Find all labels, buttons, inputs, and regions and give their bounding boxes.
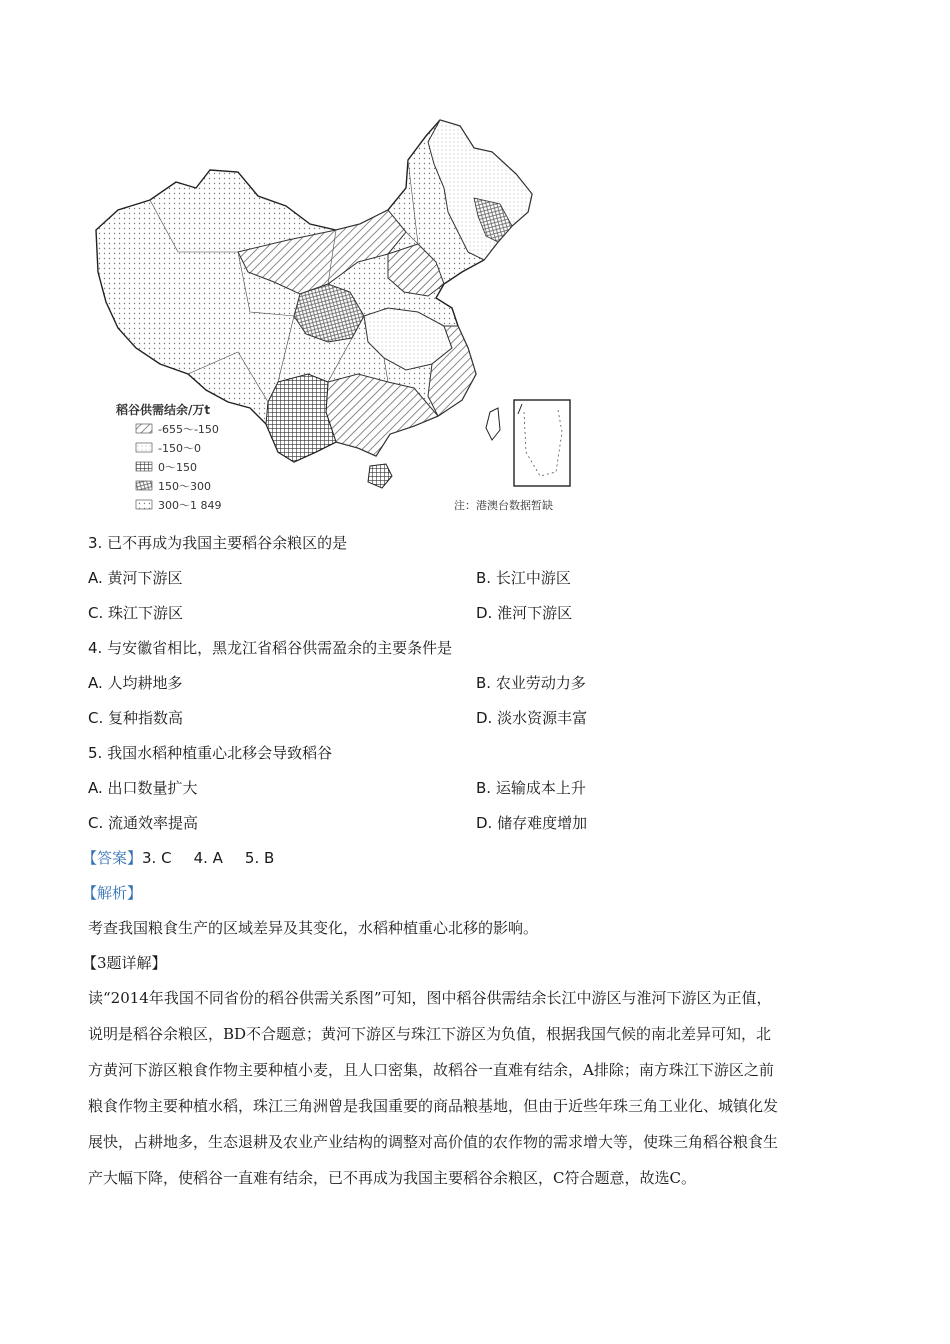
detail3-tag: 【3题详解】 <box>82 954 167 972</box>
option-d: D. 淡水资源丰富 <box>476 709 588 727</box>
option-c: C. 流通效率提高 <box>88 814 199 832</box>
legend-item: -150～0 <box>158 442 201 455</box>
question-number: 5. <box>88 744 103 762</box>
region-yunnan <box>266 374 336 462</box>
option-a: A. 人均耕地多 <box>88 674 183 692</box>
legend-item: 0～150 <box>158 461 197 474</box>
region-taiwan <box>486 408 500 440</box>
option-c: C. 复种指数高 <box>88 709 184 727</box>
question-text: 与安徽省相比，黑龙江省稻谷供需盈余的主要条件是 <box>107 639 453 657</box>
question-number: 3. <box>88 534 103 552</box>
detail3-line: 读“2014年我国不同省份的稻谷供需关系图”可知，图中稻谷供需结余长江中游区与淮河下游区为正值， <box>88 989 772 1007</box>
option-a: A. 出口数量扩大 <box>88 779 198 797</box>
detail3-line: 产大幅下降，使稻谷一直难有结余，已不再成为我国主要稻谷余粮区，C符合题意，故选C。 <box>88 1169 696 1187</box>
detail3-line: 粮食作物主要种植水稻，珠江三角洲曾是我国重要的商品粮基地，但由于近些年珠三角工业化、城镇化发 <box>88 1097 779 1115</box>
answer-item: 4. A <box>193 849 223 867</box>
south-china-sea-inset <box>514 400 570 486</box>
option-b: B. 农业劳动力多 <box>476 674 586 692</box>
china-map-figure <box>88 112 600 520</box>
detail3-line: 展快，占耕地多，生态退耕及农业产业结构的调整对高价值的农作物的需求增大等，使珠三角稻谷粮食生 <box>88 1133 779 1151</box>
map-note: 注：港澳台数据暂缺 <box>454 499 553 512</box>
option-d: D. 淮河下游区 <box>476 604 573 622</box>
legend-title: 稻谷供需结余/万t <box>116 403 211 417</box>
option-a: A. 黄河下游区 <box>88 569 183 587</box>
legend-item: 150～300 <box>158 480 211 493</box>
question-4 <box>88 638 452 658</box>
option-b: B. 长江中游区 <box>476 569 571 587</box>
answer-item: 5. B <box>244 849 275 867</box>
legend-item: 300～1 849 <box>158 499 222 512</box>
question-text: 我国水稻种植重心北移会导致稻谷 <box>107 744 333 762</box>
analysis-tag: 【解析】 <box>82 884 143 902</box>
question-text: 已不再成为我国主要稻谷余粮区的是 <box>107 534 348 552</box>
option-b: B. 运输成本上升 <box>476 779 586 797</box>
detail3-line: 方黄河下游区粮食作物主要种植小麦，且人口密集，故稻谷一直难有结余，A排除；南方珠江下游区之前 <box>88 1061 774 1079</box>
answer-line <box>82 848 274 868</box>
legend <box>136 423 222 512</box>
answer-item: 3. C <box>142 849 172 867</box>
detail3-line: 说明是稻谷余粮区，BD不合题意；黄河下游区与珠江下游区为负值，根据我国气候的南北差异可知，北 <box>88 1025 772 1043</box>
rice-supply-demand-map <box>88 112 600 520</box>
answer-tag: 【答案】 <box>82 849 143 867</box>
question-number: 4. <box>88 639 103 657</box>
region-hainan <box>368 464 392 488</box>
option-c: C. 珠江下游区 <box>88 604 184 622</box>
option-d: D. 储存难度增加 <box>476 814 588 832</box>
analysis-summary: 考查我国粮食生产的区域差异及其变化，水稻种植重心北移的影响。 <box>88 919 539 937</box>
question-5 <box>88 743 332 763</box>
legend-item: -655～-150 <box>158 423 219 436</box>
question-3 <box>88 533 347 553</box>
